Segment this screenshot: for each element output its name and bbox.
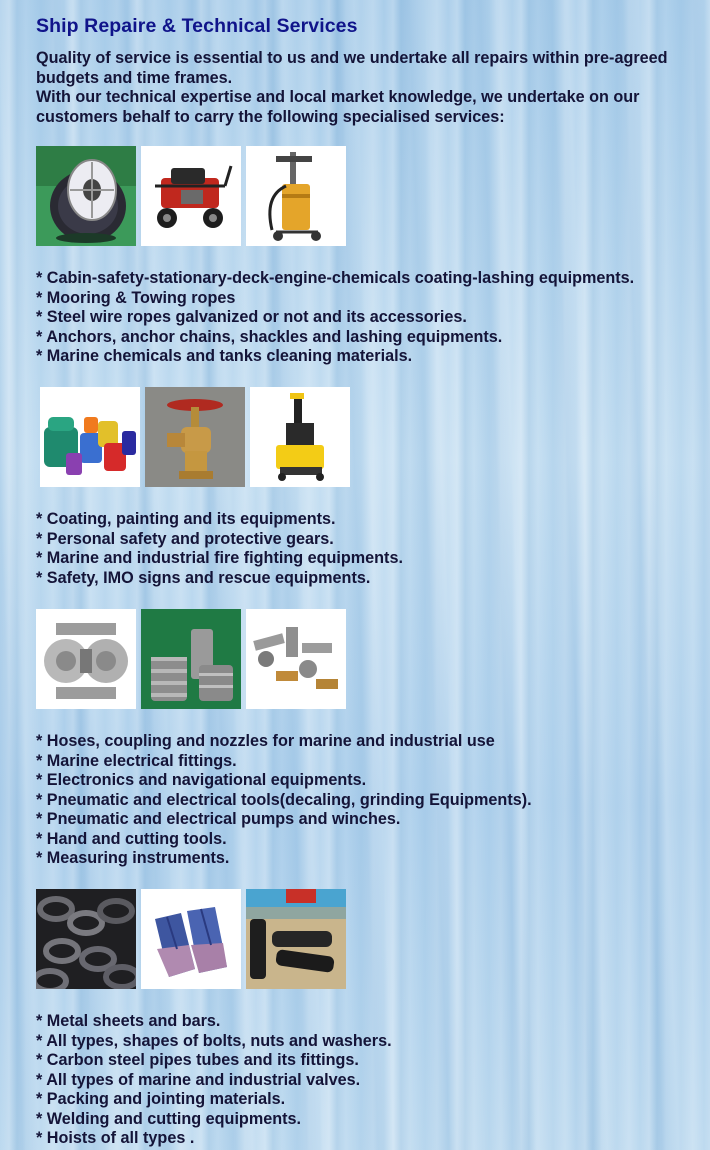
page-title: Ship Repaire & Technical Services (36, 15, 358, 37)
intro-paragraph-1: Quality of service is essential to us and we undertake all repairs within pre-agreed budgets and time frames. (36, 49, 668, 87)
image-gallery-3 (36, 609, 346, 709)
pressure-washer-photo (141, 146, 241, 246)
list-item: * Anchors, anchor chains, shackles and lashing equipments. (36, 327, 503, 346)
pipe-fittings-photo (246, 609, 346, 709)
services-list-3 (36, 732, 532, 869)
list-item: * All types, shapes of bolts, nuts and washers. (36, 1031, 392, 1050)
rope-spools-photo (40, 387, 140, 487)
list-item: * Carbon steel pipes tubes and its fittings. (36, 1051, 359, 1069)
list-item: * Packing and jointing materials. (36, 1090, 286, 1108)
list-item: * Measuring instruments. (36, 849, 230, 867)
yellow-machine-photo (250, 387, 350, 487)
list-item: * Hoists of all types . (36, 1129, 195, 1147)
grease-pump-photo (246, 146, 346, 246)
list-item: * Mooring & Towing ropes (36, 288, 236, 307)
cable-reel-photo (36, 146, 136, 246)
services-list-2 (36, 510, 403, 588)
list-item: * Safety, IMO signs and rescue equipments. (36, 568, 371, 587)
gland-packing-coils-photo (141, 609, 241, 709)
list-item: * Steel wire ropes galvanized or not and its accessories. (36, 308, 467, 326)
list-item: * Welding and cutting equipments. (36, 1109, 301, 1128)
fenders-photo (246, 889, 346, 989)
bronze-valve-photo (145, 387, 245, 487)
main-content (36, 14, 696, 1147)
list-item: * Marine chemicals and tanks cleaning materials. (36, 347, 413, 365)
list-item: * Electronics and navigational equipments. (36, 771, 367, 789)
list-item: * Personal safety and protective gears. (36, 529, 334, 548)
list-item: * Coating, painting and its equipments. (36, 510, 336, 528)
list-item: * Cabin-safety-stationary-deck-engine-chemicals coating-lashing equipments. (36, 269, 635, 287)
list-item: * Marine and industrial fire fighting equipments. (36, 549, 403, 567)
image-gallery-2 (40, 387, 350, 487)
image-gallery-4 (36, 889, 346, 989)
list-item: * Marine electrical fittings. (36, 751, 237, 770)
list-item: * Metal sheets and bars. (36, 1012, 221, 1030)
list-item: * Pneumatic and electrical pumps and winches. (36, 810, 401, 828)
work-gloves-photo (141, 889, 241, 989)
anchor-chain-photo (36, 889, 136, 989)
services-list-4 (36, 1012, 392, 1149)
list-item: * All types of marine and industrial valves. (36, 1070, 361, 1089)
services-list-1 (36, 269, 634, 367)
list-item: * Hand and cutting tools. (36, 829, 227, 848)
list-item: * Pneumatic and electrical tools(decaling, grinding Equipments). (36, 790, 532, 809)
image-gallery-1 (36, 146, 346, 246)
intro-text (36, 49, 696, 127)
diaphragm-pump-photo (36, 609, 136, 709)
list-item: * Hoses, coupling and nozzles for marine and industrial use (36, 732, 495, 750)
intro-paragraph-2: With our technical expertise and local market knowledge, we undertake on our customers behalf to carry the following specialised services: (36, 88, 640, 126)
